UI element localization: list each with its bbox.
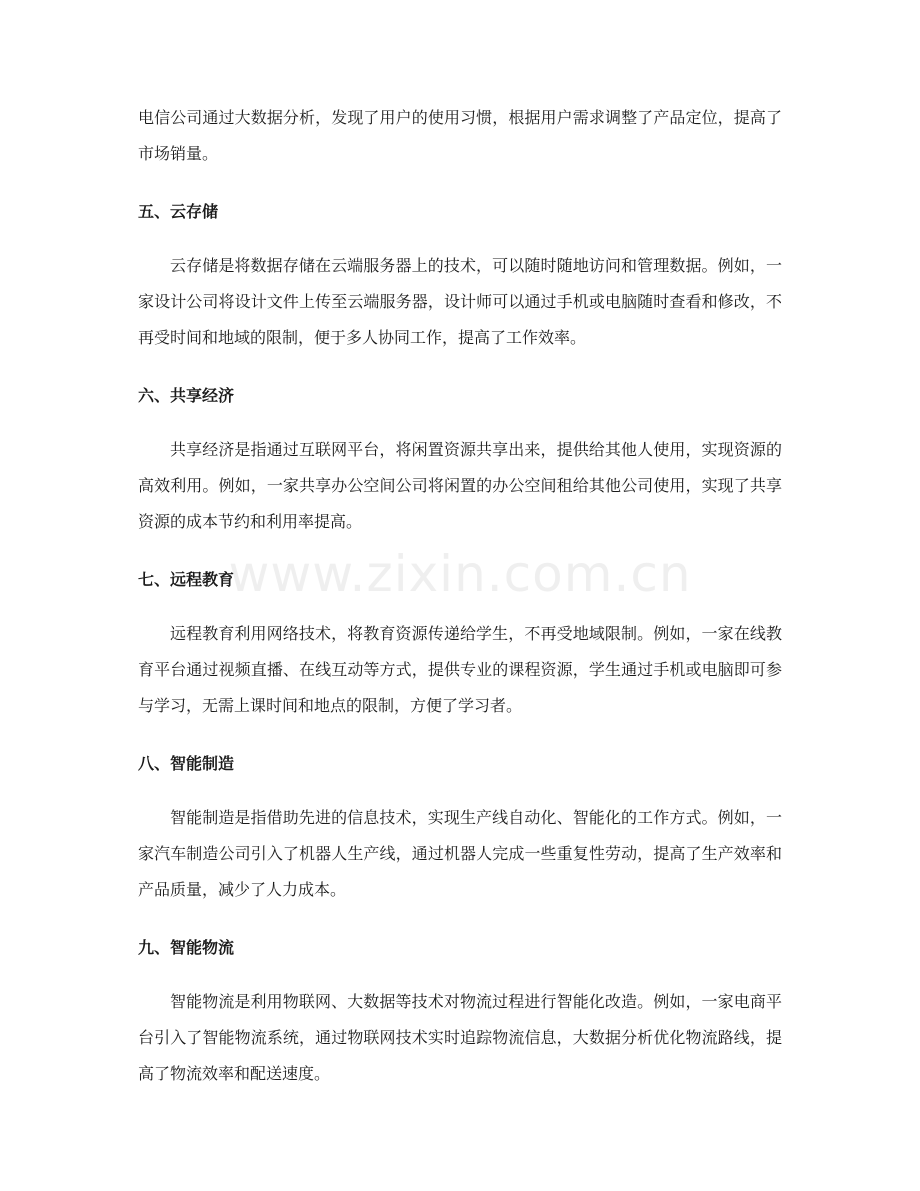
intro-paragraph: 电信公司通过大数据分析，发现了用户的使用习惯，根据用户需求调整了产品定位，提高了市场销量。 — [138, 108, 782, 163]
document-page — [138, 100, 782, 1092]
section-heading-sharing-economy: 六、共享经济 — [138, 386, 235, 405]
section-body-remote-education: 远程教育利用网络技术，将教育资源传递给学生，不再受地域限制。例如，一家在线教育平台通过视频直播、在线互动等方式，提供专业的课程资源，学生通过手机或电脑即可参与学习，无需上课时间和地点的限制，方便了学习者。 — [138, 624, 782, 715]
section-heading-smart-manufacturing: 八、智能制造 — [138, 754, 235, 773]
section-body-cloud-storage: 云存储是将数据存储在云端服务器上的技术，可以随时随地访问和管理数据。例如，一家设计公司将设计文件上传至云端服务器，设计师可以通过手机或电脑随时查看和修改，不再受时间和地域的限制，便于多人协同工作，提高了工作效率。 — [138, 256, 782, 347]
section-heading-cloud-storage: 五、云存储 — [138, 202, 219, 221]
section-body-smart-logistics: 智能物流是利用物联网、大数据等技术对物流过程进行智能化改造。例如，一家电商平台引入了智能物流系统，通过物联网技术实时追踪物流信息，大数据分析优化物流路线，提高了物流效率和配送速度。 — [138, 992, 782, 1083]
section-heading-remote-education: 七、远程教育 — [138, 570, 235, 589]
section-body-sharing-economy: 共享经济是指通过互联网平台，将闲置资源共享出来，提供给其他人使用，实现资源的高效利用。例如，一家共享办公空间公司将闲置的办公空间租给其他公司使用，实现了共享资源的成本节约和利用率提高。 — [138, 440, 782, 531]
watermark: www.zixin.com.cn — [228, 545, 692, 603]
section-body-smart-manufacturing: 智能制造是指借助先进的信息技术，实现生产线自动化、智能化的工作方式。例如，一家汽车制造公司引入了机器人生产线，通过机器人完成一些重复性劳动，提高了生产效率和产品质量，减少了人力成本。 — [138, 808, 782, 899]
section-heading-smart-logistics: 九、智能物流 — [138, 938, 235, 957]
